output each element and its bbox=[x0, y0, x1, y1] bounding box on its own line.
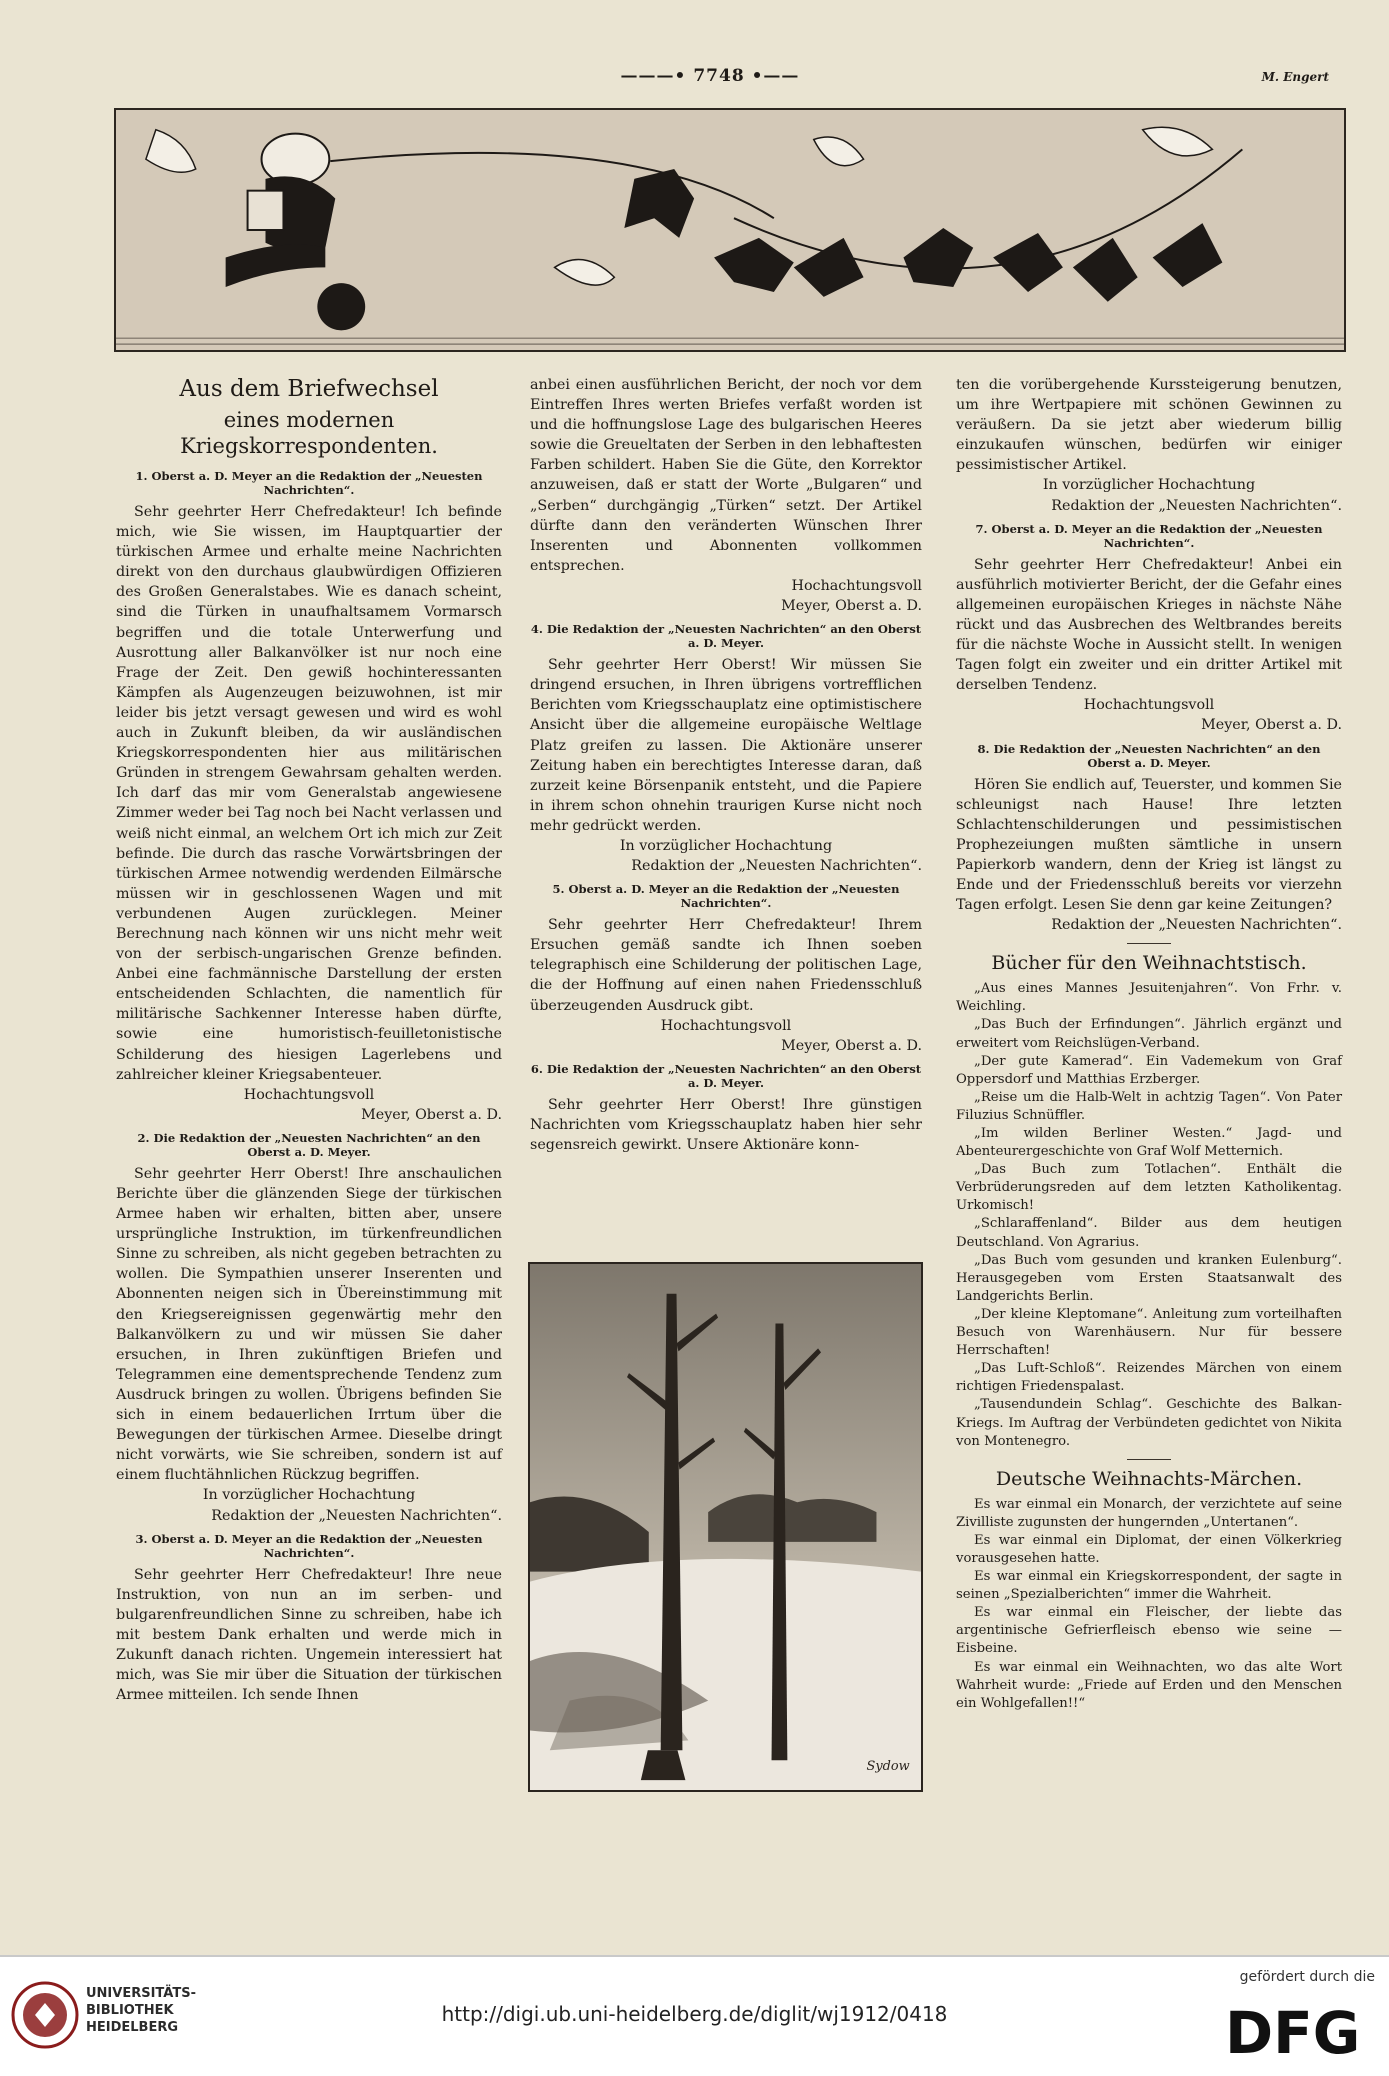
letter-signature-1: Meyer, Oberst a. D. bbox=[361, 1106, 502, 1123]
funding-caption: gefördert durch die bbox=[1239, 1969, 1375, 1985]
letter-heading-4: 4. Die Redaktion der „Neuesten Nachrichten“ an den Oberst a. D. Meyer. bbox=[530, 622, 922, 651]
letter-body-7: Sehr geehrter Herr Chefredakteur! Anbei ein ausführlich motivierter Bericht, der die Gefahr eines allgemeinen europäischen Krieges in nächste Nähe rückt und das Ausbrechen des Weltbrandes bereits für die nächste Woche in Aussicht stellt. In wenigen Tagen folgt ein zweiter und ein dritter Artikel mit derselben Tendenz. bbox=[956, 556, 1342, 694]
letter-closing-1: Hochachtungsvoll bbox=[243, 1086, 375, 1103]
letter-heading-2: 2. Die Redaktion der „Neuesten Nachrichten“ an den Oberst a. D. Meyer. bbox=[137, 1130, 481, 1159]
book-item: „Das Buch zum Totlachen“. Enthält die Verbrüderungsreden auf dem letzten Katholikentag. Urkomisch! bbox=[956, 1162, 1342, 1214]
books-list bbox=[956, 980, 1342, 1450]
section-divider bbox=[1127, 943, 1171, 944]
letter-signature-3: Meyer, Oberst a. D. bbox=[781, 598, 922, 615]
tale-item: Es war einmal ein Fleischer, der liebte das argentinische Gefrierfleisch ebenso wie seine — Eisbeine. bbox=[956, 1605, 1342, 1657]
letter-signature-8: Redaktion der „Neuesten Nachrichten“. bbox=[1051, 917, 1342, 934]
letter-body-6-continued: ten die vorübergehende Kurssteigerung benutzen, um ihre Wertpapiere mit schönen Gewinnen zu veräußern. Da sie jetzt aber wiederum billig einzukaufen wünschen, bedürfen wir einiger pessimistischer Artikel. bbox=[956, 377, 1342, 474]
tale-item: Es war einmal ein Monarch, der verzichtete auf seine Zivilliste zugunsten der hungernden „Untertanen“. bbox=[956, 1496, 1342, 1530]
letter-closing-4: In vorzüglicher Hochachtung bbox=[619, 837, 833, 854]
page-header bbox=[0, 66, 1389, 88]
article-title: Aus dem Briefwechsel bbox=[179, 376, 439, 402]
tales-title: Deutsche Weihnachts-Märchen. bbox=[995, 1467, 1303, 1490]
book-item: „Das Buch der Erfindungen“. Jährlich ergänzt und erweitert vom Reichslügen-Verband. bbox=[956, 1017, 1342, 1051]
book-item: „Reise um die Halb-Welt in achtzig Tagen“. Von Pater Filuzius Schnüffler. bbox=[956, 1089, 1342, 1123]
letter-closing-6: In vorzüglicher Hochachtung bbox=[1042, 477, 1256, 494]
letter-body-6: Sehr geehrter Herr Oberst! Ihre günstigen Nachrichten vom Kriegsschauplatz haben hier sehr segensreich gewirkt. Unsere Aktionäre konn- bbox=[530, 1096, 922, 1153]
uni-name-line2: BIBLIOTHEK bbox=[86, 2003, 174, 2018]
letter-body-3-continued: anbei einen ausführlichen Bericht, der noch vor dem Eintreffen Ihres werten Briefes verfaßt worden ist und die hoffnungslose Lage des bulgarischen Heeres sowie die Greueltaten der Serben in den lebhaftesten Farben schildert. Haben Sie die Güte, den Korrektor anzuweisen, daß er statt der Worte „Bulgaren“ und „Serben“ durchgängig „Türken“ setzt. Der Artikel dürfte dann den veränderten Wünschen Ihrer Inserenten und Abonnenten vollkommen entsprechen. bbox=[530, 377, 922, 574]
tales-list bbox=[956, 1496, 1342, 1713]
book-item: „Der gute Kamerad“. Ein Vademekum von Graf Oppersdorf und Matthias Erzberger. bbox=[956, 1053, 1342, 1087]
column-middle bbox=[530, 375, 922, 1155]
letter-heading-8: 8. Die Redaktion der „Neuesten Nachrichten“ an den Oberst a. D. Meyer. bbox=[977, 741, 1321, 770]
winter-landscape-illustration bbox=[528, 1262, 923, 1792]
column-right bbox=[956, 375, 1342, 1713]
book-item: „Schlaraffenland“. Bilder aus dem heutigen Deutschland. Von Agrarius. bbox=[956, 1216, 1342, 1250]
letter-closing-5: Hochachtungsvoll bbox=[660, 1017, 792, 1034]
letter-body-3: Sehr geehrter Herr Chefredakteur! Ihre neue Instruktion, von nun an im serben- und bulgarenfreundlichen Sinne zu schreiben, habe ich mit bestem Dank erhalten und werde mich in Zukunft danach richten. Ungemein interessiert hat mich, was Sie mir über die Situation der türkischen Armee mitteilen. Ich sende Ihnen bbox=[116, 1566, 502, 1704]
dfg-logo-text: DFG bbox=[1225, 1999, 1361, 2065]
dfg-logo-icon bbox=[1225, 1995, 1375, 2065]
letter-heading-5: 5. Oberst a. D. Meyer an die Redaktion der „Neuesten Nachrichten“. bbox=[552, 882, 900, 911]
letter-closing-7: Hochachtungsvoll bbox=[1083, 697, 1215, 714]
artist-signature: M. Engert bbox=[1261, 70, 1329, 84]
book-item: „Das Buch vom gesunden und kranken Eulenburg“. Herausgegeben vom Ersten Staatsanwalt des Landgerichts Berlin. bbox=[956, 1252, 1342, 1304]
book-item: „Tausendundein Schlag“. Geschichte des Balkan-Kriegs. Im Auftrag der Verbündeten gedichtet von Nikita von Montenegro. bbox=[956, 1397, 1342, 1449]
letter-signature-2: Redaktion der „Neuesten Nachrichten“. bbox=[211, 1507, 502, 1524]
letter-heading-1: 1. Oberst a. D. Meyer an die Redaktion der „Neuesten Nachrichten“. bbox=[135, 469, 483, 497]
column-left bbox=[116, 375, 502, 1705]
article-subtitle: eines modernen Kriegskorrespondenten. bbox=[180, 408, 438, 458]
letter-body-2: Sehr geehrter Herr Oberst! Ihre anschaulichen Berichte über die glänzenden Siege der türkischen Armee haben wir erhalten, bitten aber, unsere ursprüngliche Instruktion, im türkenfreundlichen Sinne zu schreiben, als nicht gegeben betrachten zu wollen. Die Sympathien unserer Inserenten und Abonnenten neigen sich in Übereinstimmung mit den Kriegsereignissen gegenwärtig mehr den Balkanvölkern zu und wir müssen Sie daher ersuchen, in Ihren zukünftigen Briefen und Telegrammen eine dementsprechende Tendenz zum Ausdruck bringen zu wollen. Übrigens befinden Sie sich in einem bedauerlichen Irrtum über die Bewegungen der türkischen Armee. Dieselbe dringt nicht vorwärts, wie Sie schreiben, sondern ist auf einem fluchtähnlichen Rückzug begriffen. bbox=[116, 1165, 502, 1484]
page-number: ———• 7748 •—— bbox=[620, 66, 800, 86]
viewer-footer bbox=[0, 1955, 1389, 2076]
letter-body-5: Sehr geehrter Herr Chefredakteur! Ihrem Ersuchen gemäß sandte ich Ihnen soeben telegraphisch eine Schilderung der politischen Lage, die der Hoffnung auf einen nahen Friedensschluß überzeugenden Ausdruck gibt. bbox=[530, 917, 922, 1014]
book-item: „Das Luft-Schloß“. Reizendes Märchen von einem richtigen Friedenspalast. bbox=[956, 1361, 1342, 1395]
book-item: „Im wilden Berliner Westen.“ Jagd- und Abenteurergeschichte von Graf Wolf Metternich. bbox=[956, 1126, 1342, 1160]
flying-geese-drawing bbox=[116, 110, 1344, 350]
uni-city: HEIDELBERG bbox=[86, 2020, 179, 2035]
tale-item: Es war einmal ein Weihnachten, wo das alte Wort Wahrheit wurde: „Friede auf Erden und den Menschen ein Wohlgefallen!!“ bbox=[956, 1659, 1342, 1711]
letter-body-1: Sehr geehrter Herr Chefredakteur! Ich befinde mich, wie Sie wissen, im Hauptquartier der türkischen Armee und erhalte meine Nachrichten direkt von den durchaus glaubwürdigen Offizieren des Großen Generalstabes. Wie es danach scheint, sind die Türken in unaufhaltsamem Vormarsch begriffen und die totale Unterwerfung und Ausrottung aller Balkanvölker ist nur noch eine Frage der Zeit. Den gewiß hochinteressanten Kämpfen als Augenzeugen beizuwohnen, ist mir leider bis jetzt versagt gewesen und wird es wohl auch in Zukunft bleiben, da wir ausländischen Kriegskorrespondenten hier aus militärischen Gründen in strengem Gewahrsam gehalten werden. Ich darf das mir vom Generalstab angewiesene Zimmer weder bei Tag noch bei Nacht verlassen und weiß nicht einmal, an welchem Ort ich mich zur Zeit befinde. Die durch das rasche Vorwärtsbringen der türkischen Armee notwendig werdenden Eilmärsche müssen wir in geschlossenen Wagen und mit verbundenen Augen zurücklegen. Meiner Berechnung nach können wir uns nicht mehr weit von der serbisch-ungarischen Grenze befinden. Anbei eine fachmännische Darstellung der ersten entscheidenden Schlachten, die namentlich für militärische Sachkenner Interesse haben dürfte, sowie eine humoristisch-feuilletonistische Schilderung des hiesigen Lagerlebens und zahlreicher kleiner Kriegsabenteuer. bbox=[116, 504, 502, 1083]
tale-item: Es war einmal ein Diplomat, der einen Völkerkrieg vorausgesehen hatte. bbox=[956, 1532, 1342, 1566]
letter-body-4: Sehr geehrter Herr Oberst! Wir müssen Sie dringend ersuchen, in Ihren übrigens vortrefflichen Berichten vom Kriegsschauplatz eine optimistischere Ansicht über die allgemeine europäische Weltlage Platz greifen zu lassen. Die Aktionäre unserer Zeitung haben ein berechtigtes Interesse daran, daß zurzeit keine Börsenpanik entsteht, und die Papiere in ihrem schon ohnehin traurigen Kurse nicht noch mehr gedrückt werden. bbox=[530, 657, 922, 834]
tale-item: Es war einmal ein Kriegskorrespondent, der sagte in seinen „Spezialberichten“ immer die Wahrheit. bbox=[956, 1569, 1342, 1603]
header-illustration bbox=[114, 108, 1346, 352]
illustration-signature: Sydow bbox=[866, 1759, 910, 1775]
letter-signature-6: Redaktion der „Neuesten Nachrichten“. bbox=[1051, 497, 1342, 514]
letter-body-8: Hören Sie endlich auf, Teuerster, und kommen Sie schleunigst nach Hause! Ihre letzten Schlachtenschilderungen und pessimistischen Prophezeiungen mußten sämtliche in unsern Papierkorb wandern, denn der Krieg ist längst zu Ende und der Friedensschluß bereits vor vierzehn Tagen erfolgt. Lesen Sie denn gar keine Zeitungen? bbox=[956, 776, 1342, 914]
letter-signature-5: Meyer, Oberst a. D. bbox=[781, 1037, 922, 1054]
trees-snow-drawing bbox=[530, 1264, 921, 1790]
letter-heading-7: 7. Oberst a. D. Meyer an die Redaktion der „Neuesten Nachrichten“. bbox=[975, 521, 1323, 550]
letter-closing-3: Hochachtungsvoll bbox=[791, 577, 922, 594]
letter-closing-2: In vorzüglicher Hochachtung bbox=[202, 1487, 416, 1504]
letter-signature-4: Redaktion der „Neuesten Nachrichten“. bbox=[631, 858, 922, 875]
section-divider bbox=[1127, 1459, 1171, 1460]
source-url[interactable]: http://digi.ub.uni-heidelberg.de/diglit/wj1912/0418 bbox=[441, 2002, 948, 2026]
book-item: „Aus eines Mannes Jesuitenjahren“. Von Frhr. v. Weichling. bbox=[956, 981, 1342, 1015]
uni-name-line1: UNIVERSITÄTS- bbox=[86, 1986, 196, 2001]
letter-heading-3: 3. Oberst a. D. Meyer an die Redaktion der „Neuesten Nachrichten“. bbox=[135, 1531, 483, 1560]
book-item: „Der kleine Kleptomane“. Anleitung zum vorteilhaften Besuch von Warenhäusern. Nur für bessere Herrschaften! bbox=[956, 1306, 1342, 1359]
books-title: Bücher für den Weihnachtstisch. bbox=[991, 952, 1307, 975]
letter-heading-6: 6. Die Redaktion der „Neuesten Nachrichten“ an den Oberst a. D. Meyer. bbox=[530, 1061, 922, 1090]
letter-signature-7: Meyer, Oberst a. D. bbox=[1201, 717, 1342, 734]
